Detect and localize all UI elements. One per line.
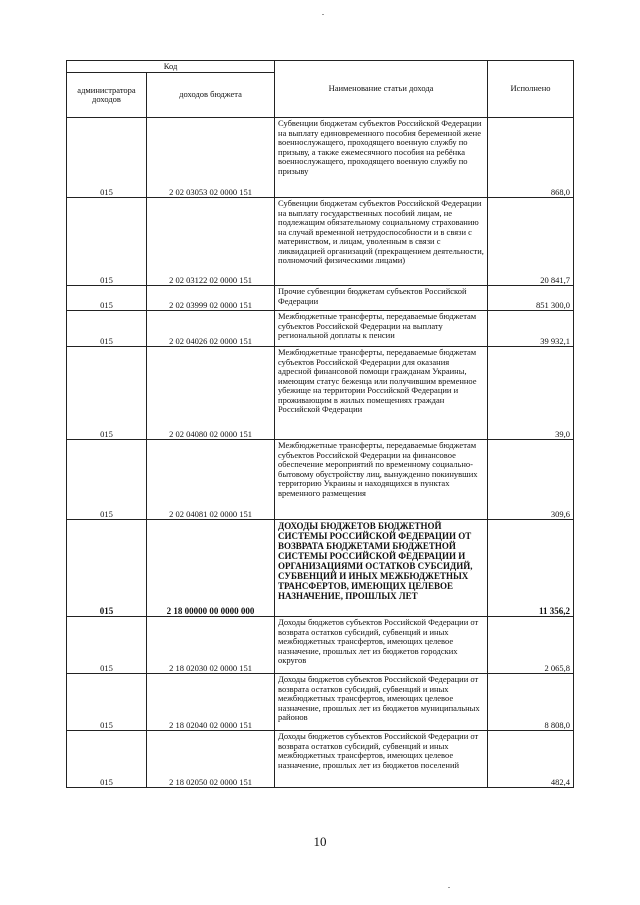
revenue-name-cell: Доходы бюджетов субъектов Российской Федерации от возврата остатков субсидий, субвенций и иных межбюджетных трансфертов, имеющих целевое назначение, прошлых лет из бюджетов муниципальных районов — [275, 674, 488, 731]
page-number: 10 — [313, 834, 327, 849]
revenue-name-cell: ДОХОДЫ БЮДЖЕТОВ БЮДЖЕТНОЙ СИСТЕМЫ РОССИЙСКОЙ ФЕДЕРАЦИИ ОТ ВОЗВРАТА БЮДЖЕТАМИ БЮДЖЕТНОЙ СИСТЕМЫ РОССИЙСКОЙ ФЕДЕРАЦИИ И ОРГАНИЗАЦИЯМИ ОСТАТКОВ СУБСИДИЙ, СУБВЕНЦИЙ И ИНЫХ МЕЖБЮДЖЕТНЫХ ТРАНСФЕРТОВ, ИМЕЮЩИХ ЦЕЛЕВОЕ НАЗНАЧЕНИЕ, ПРОШЛЫХ ЛЕТ — [275, 520, 488, 617]
revenue-code-cell: 2 18 00000 00 0000 000 — [147, 520, 275, 617]
admin-code-cell: 015 — [67, 440, 147, 520]
amount-cell: 851 300,0 — [488, 286, 574, 311]
admin-code-cell: 015 — [67, 617, 147, 674]
table-row — [67, 674, 574, 731]
table-row — [67, 520, 574, 617]
admin-code-cell: 015 — [67, 286, 147, 311]
amount-cell: 11 356,2 — [488, 520, 574, 617]
admin-code-cell: 015 — [67, 118, 147, 198]
amount-cell: 39,0 — [488, 347, 574, 440]
amount-column-header: Исполнено — [488, 61, 574, 118]
scan-speck — [448, 887, 450, 888]
table-row — [67, 118, 574, 198]
name-column-header: Наименование статьи дохода — [275, 61, 488, 118]
amount-cell: 39 932,1 — [488, 311, 574, 347]
table-row — [67, 347, 574, 440]
amount-cell: 2 065,8 — [488, 617, 574, 674]
revenue-name-cell: Межбюджетные трансферты, передаваемые бюджетам субъектов Российской Федерации на финансовое обеспечение мероприятий по временному социально-бытовому обустройству лиц, вынужденно покинувших территорию Украины и находящихся в пунктах временного размещения — [275, 440, 488, 520]
revenue-code-column-header: доходов бюджета — [147, 73, 275, 118]
revenue-name-cell: Субвенции бюджетам субъектов Российской Федерации на выплату единовременного пособия беременной жене военнослужащего, проходящего военную службу по призыву, а также ежемесячного пособия на ребёнка военнослужащего, проходящего военную службу по призыву — [275, 118, 488, 198]
scan-speck — [322, 14, 324, 15]
revenue-code-cell: 2 02 03999 02 0000 151 — [147, 286, 275, 311]
revenue-name-cell: Доходы бюджетов субъектов Российской Федерации от возврата остатков субсидий, субвенций и иных межбюджетных трансфертов, имеющих целевое назначение, прошлых лет из бюджетов городских округов — [275, 617, 488, 674]
table-row — [67, 731, 574, 788]
admin-code-cell: 015 — [67, 347, 147, 440]
revenue-code-cell: 2 02 04026 02 0000 151 — [147, 311, 275, 347]
revenue-name-cell: Доходы бюджетов субъектов Российской Федерации от возврата остатков субсидий, субвенций и иных межбюджетных трансфертов, имеющих целевое назначение, прошлых лет из бюджетов поселений — [275, 731, 488, 788]
admin-code-cell: 015 — [67, 731, 147, 788]
admin-code-cell: 015 — [67, 311, 147, 347]
revenue-table — [66, 60, 574, 788]
revenue-name-cell: Межбюджетные трансферты, передаваемые бюджетам субъектов Российской Федерации на выплату региональной доплаты к пенсии — [275, 311, 488, 347]
amount-cell: 8 808,0 — [488, 674, 574, 731]
admin-code-cell: 015 — [67, 520, 147, 617]
revenue-code-cell: 2 02 04080 02 0000 151 — [147, 347, 275, 440]
revenue-code-cell: 2 18 02040 02 0000 151 — [147, 674, 275, 731]
code-group-header: Код — [67, 61, 275, 73]
revenue-code-cell: 2 18 02050 02 0000 151 — [147, 731, 275, 788]
table-row — [67, 617, 574, 674]
amount-cell: 20 841,7 — [488, 198, 574, 286]
amount-cell: 309,6 — [488, 440, 574, 520]
amount-cell: 868,0 — [488, 118, 574, 198]
revenue-code-cell: 2 02 03122 02 0000 151 — [147, 198, 275, 286]
revenue-name-cell: Прочие субвенции бюджетам субъектов Российской Федерации — [275, 286, 488, 311]
revenue-code-cell: 2 02 04081 02 0000 151 — [147, 440, 275, 520]
admin-code-cell: 015 — [67, 674, 147, 731]
table-row — [67, 198, 574, 286]
revenue-code-cell: 2 02 03053 02 0000 151 — [147, 118, 275, 198]
table-row — [67, 311, 574, 347]
revenue-name-cell: Межбюджетные трансферты, передаваемые бюджетам субъектов Российской Федерации для оказания адресной финансовой помощи гражданам Украины, имеющим статус беженца или получившим временное убежище на территории Российской Федерации и проживающим в жилых помещениях граждан Российской Федерации — [275, 347, 488, 440]
revenue-name-cell: Субвенции бюджетам субъектов Российской Федерации на выплату государственных пособий лицам, не подлежащим обязательному социальному страхованию на случай временной нетрудоспособности и в связи с материнством, и лицам, уволенным в связи с ликвидацией организаций (прекращением деятельности, полномочий физическими лицами) — [275, 198, 488, 286]
admin-column-header: администратора доходов — [67, 73, 147, 118]
table-row — [67, 286, 574, 311]
table-row — [67, 440, 574, 520]
amount-cell: 482,4 — [488, 731, 574, 788]
admin-code-cell: 015 — [67, 198, 147, 286]
table-body — [67, 118, 574, 788]
revenue-code-cell: 2 18 02030 02 0000 151 — [147, 617, 275, 674]
